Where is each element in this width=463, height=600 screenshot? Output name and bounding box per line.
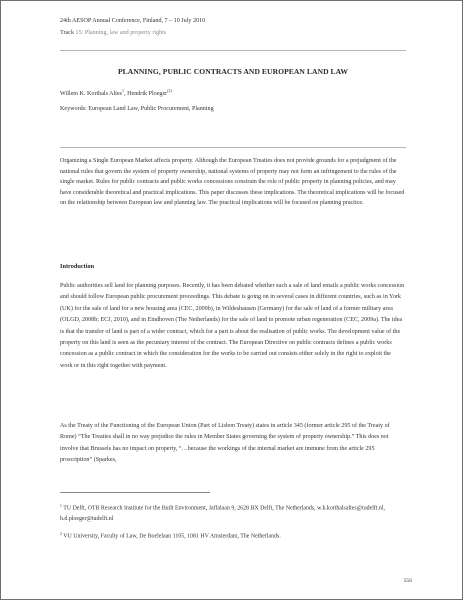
- keywords-label: Keywords:: [60, 106, 87, 112]
- keywords-text: European Land Law, Public Procurement, Planning: [88, 106, 214, 112]
- author-line: [60, 88, 172, 97]
- footnote-2: [60, 529, 405, 542]
- footnote-text: VU University, Faculty of Law, De Boelelaan 1105, 1081 HV Amsterdam, The Netherlands.: [61, 533, 281, 540]
- keywords-line: [60, 106, 214, 112]
- abstract-divider: [60, 147, 406, 148]
- track-label: Track: [60, 30, 74, 36]
- conference-line: 24th AESOP Annual Conference, Finland, 7 – 10 July 2010: [60, 18, 206, 24]
- author-2-footnote-mark: (2): [167, 88, 172, 93]
- author-separator: ,: [124, 91, 128, 97]
- track-name: 15: Planning, law and property rights: [75, 30, 167, 36]
- abstract: Organizing a Single European Market affects property. Although the European Treaties does not provide grounds for a prejudgment of the national rules that govern the system of property ownership, national systems of property may not form an infringement to the rules of the single market. Rules for public contracts and public works concessions constrain the role of public property in planning policies, and may have considerable theoretical and practical implications. This paper discusses these implications. The theoretical implications will be focused on the relationship between European law and planning law. The practical implications will be focused on planning practice.: [60, 158, 405, 207]
- body-paragraph: As the Treaty of the Functioning of the European Union (Part of Lisbon Treaty) states in article 345 (former article 295 of the Treaty of Rome) “The Treaties shall in no way prejudice the rules in Member States governing the system of property ownership.” This does not involve that Brussels has no impact on property, “…because the workings of the internal market are immune from the article 295 proscription” (Sparkes,: [60, 423, 390, 464]
- running-header: [60, 15, 360, 39]
- footnote-mark: 1: [60, 504, 62, 508]
- author-2: Hendrik Ploeger: [127, 91, 168, 97]
- header-divider: [60, 50, 406, 51]
- footnote-mark: 2: [60, 532, 62, 536]
- footnote-1: [60, 501, 405, 524]
- author-1-footnote-mark: 1: [122, 88, 125, 93]
- paper-title: PLANNING, PUBLIC CONTRACTS AND EUROPEAN LAND LAW: [117, 67, 349, 76]
- track-line: [60, 27, 360, 39]
- section-heading-introduction: Introduction: [60, 263, 95, 270]
- footnote-text: TU Delft, OTB Research Institute for the Built Environment, Jaffalaan 9, 2628 BX Delft, The Netherlands, w.k.korthalsaltes@tudelft.nl, h.d.ploeger@tudelft.nl: [60, 505, 385, 522]
- page-number: 556: [403, 578, 412, 584]
- body-paragraph: Public authorities sell land for planning purposes. Recently, it has been debated whether such a sale of land entails a public works concession and should follow European public procurement proceedings. This debate is going on in several cases in different countries, such as in York (UK) for the sale of land for a new housing area (CEC, 2009b), in Wildeshausen (Germany) for the sale of land of a former military area (OLGD, 2008b; ECJ, 2010), and in Eindhoven (The Netherlands) for the sale of land to promote urban regeneration (CEC, 2009a). The idea is that the transfer of land is part of a wider contract, which for a part is about the realisation of public works. The development value of the property on this land is seen as the pecuniary interest of the contract. The European Directive on public contracts defines a public works concession as a public contract in which the consideration for the works to be carried out consists either solely in the right to exploit the work or in this right together with payment.: [60, 283, 405, 369]
- author-1: Willem K. Korthals Altes: [60, 91, 123, 97]
- footnote-divider: [60, 492, 210, 493]
